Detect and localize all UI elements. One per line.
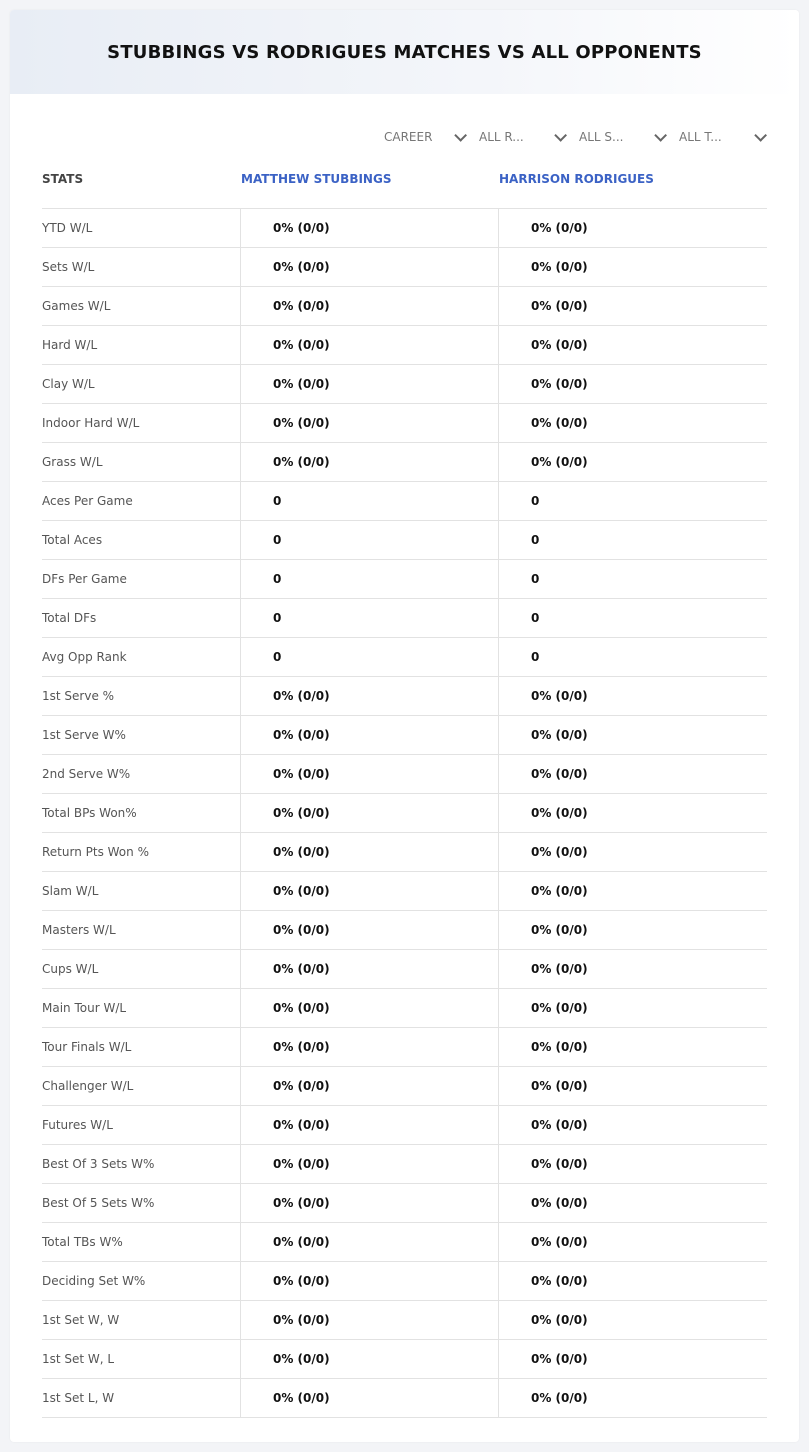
filter-surfaces-label: ALL S... — [579, 130, 624, 144]
stat-label: YTD W/L — [42, 221, 93, 235]
player2-value: 0% (0/0) — [498, 872, 767, 910]
stat-label: Clay W/L — [42, 377, 95, 391]
column-header-player2-link[interactable]: HARRISON RODRIGUES — [499, 172, 654, 186]
table-row — [42, 638, 767, 677]
stat-label: Return Pts Won % — [42, 845, 149, 859]
player2-value: 0% (0/0) — [498, 1262, 767, 1300]
table-row — [42, 794, 767, 833]
player1-value: 0% (0/0) — [240, 365, 498, 403]
player1-value: 0% (0/0) — [240, 716, 498, 754]
player2-value: 0 — [498, 560, 767, 598]
filter-rounds-select[interactable] — [475, 126, 575, 148]
table-row — [42, 989, 767, 1028]
table-row — [42, 560, 767, 599]
player1-value: 0% (0/0) — [240, 794, 498, 832]
stat-label: Avg Opp Rank — [42, 650, 127, 664]
stat-label: Total DFs — [42, 611, 97, 625]
player1-value: 0 — [240, 482, 498, 520]
player2-value: 0% (0/0) — [498, 1301, 767, 1339]
stat-label: Futures W/L — [42, 1118, 113, 1132]
table-row — [42, 1262, 767, 1301]
filter-period-select[interactable] — [380, 126, 475, 148]
stat-label: Best Of 3 Sets W% — [42, 1157, 155, 1171]
table-row — [42, 1028, 767, 1067]
table-row — [42, 443, 767, 482]
table-row — [42, 911, 767, 950]
filter-surfaces-select[interactable] — [575, 126, 675, 148]
stat-label: Sets W/L — [42, 260, 95, 274]
stat-label: DFs Per Game — [42, 572, 127, 586]
player2-value: 0% (0/0) — [498, 1106, 767, 1144]
table-row — [42, 1067, 767, 1106]
player1-value: 0% (0/0) — [240, 1106, 498, 1144]
player1-value: 0% (0/0) — [240, 209, 498, 247]
player1-value: 0% (0/0) — [240, 1184, 498, 1222]
stat-label: Challenger W/L — [42, 1079, 134, 1093]
stat-label: 2nd Serve W% — [42, 767, 131, 781]
table-row — [42, 599, 767, 638]
stat-label: Total Aces — [42, 533, 103, 547]
player2-value: 0% (0/0) — [498, 677, 767, 715]
table-row — [42, 326, 767, 365]
table-row — [42, 677, 767, 716]
player2-value: 0% (0/0) — [498, 1379, 767, 1417]
table-row — [42, 755, 767, 794]
table-row — [42, 1184, 767, 1223]
player1-value: 0% (0/0) — [240, 1028, 498, 1066]
player1-value: 0% (0/0) — [240, 989, 498, 1027]
chevron-down-icon — [754, 129, 767, 142]
player1-value: 0 — [240, 560, 498, 598]
player2-value: 0% (0/0) — [498, 443, 767, 481]
table-header — [42, 172, 767, 208]
player2-value: 0% (0/0) — [498, 287, 767, 325]
player2-value: 0% (0/0) — [498, 326, 767, 364]
player2-value: 0% (0/0) — [498, 1028, 767, 1066]
player2-value: 0% (0/0) — [498, 1223, 767, 1261]
stat-label: 1st Set W, W — [42, 1313, 120, 1327]
table-row — [42, 521, 767, 560]
stat-label: Grass W/L — [42, 455, 103, 469]
player1-value: 0% (0/0) — [240, 326, 498, 364]
chevron-down-icon — [554, 129, 567, 142]
player1-value: 0% (0/0) — [240, 950, 498, 988]
filter-tournaments-select[interactable] — [675, 126, 775, 148]
player1-value: 0% (0/0) — [240, 1301, 498, 1339]
player1-value: 0% (0/0) — [240, 911, 498, 949]
player2-value: 0% (0/0) — [498, 1184, 767, 1222]
table-row — [42, 1340, 767, 1379]
player1-value: 0% (0/0) — [240, 1067, 498, 1105]
chevron-down-icon — [654, 129, 667, 142]
stat-label: Main Tour W/L — [42, 1001, 127, 1015]
page-title: STUBBINGS VS RODRIGUES MATCHES VS ALL OPPONENTS — [107, 41, 702, 63]
stat-label: Total BPs Won% — [42, 806, 137, 820]
player2-value: 0% (0/0) — [498, 716, 767, 754]
player2-value: 0 — [498, 599, 767, 637]
table-row — [42, 1379, 767, 1418]
table-row — [42, 1301, 767, 1340]
player1-value: 0% (0/0) — [240, 404, 498, 442]
player2-value: 0% (0/0) — [498, 794, 767, 832]
page-header — [10, 10, 799, 94]
stat-label: Masters W/L — [42, 923, 116, 937]
player1-value: 0% (0/0) — [240, 443, 498, 481]
filter-period-label: CAREER — [384, 130, 433, 144]
column-header-player1-link[interactable]: MATTHEW STUBBINGS — [241, 172, 392, 186]
stat-label: Hard W/L — [42, 338, 98, 352]
player2-value: 0% (0/0) — [498, 365, 767, 403]
table-row — [42, 404, 767, 443]
player2-value: 0% (0/0) — [498, 1340, 767, 1378]
chevron-down-icon — [454, 129, 467, 142]
player2-value: 0% (0/0) — [498, 248, 767, 286]
player1-value: 0% (0/0) — [240, 872, 498, 910]
player1-value: 0% (0/0) — [240, 1262, 498, 1300]
filter-tournaments-label: ALL T... — [679, 130, 722, 144]
stat-label: Best Of 5 Sets W% — [42, 1196, 155, 1210]
player1-value: 0 — [240, 638, 498, 676]
stat-label: 1st Serve W% — [42, 728, 126, 742]
player2-value: 0% (0/0) — [498, 1145, 767, 1183]
player2-value: 0 — [498, 521, 767, 559]
table-row — [42, 872, 767, 911]
player1-value: 0% (0/0) — [240, 1379, 498, 1417]
stat-label: 1st Serve % — [42, 689, 115, 703]
table-row — [42, 482, 767, 521]
table-row — [42, 209, 767, 248]
player1-value: 0% (0/0) — [240, 677, 498, 715]
filter-rounds-label: ALL R... — [479, 130, 524, 144]
player2-value: 0% (0/0) — [498, 209, 767, 247]
column-header-stats: STATS — [42, 172, 84, 186]
stat-label: 1st Set L, W — [42, 1391, 115, 1405]
stat-label: Games W/L — [42, 299, 111, 313]
player1-value: 0 — [240, 521, 498, 559]
player2-value: 0% (0/0) — [498, 950, 767, 988]
stat-label: Deciding Set W% — [42, 1274, 146, 1288]
player2-value: 0% (0/0) — [498, 911, 767, 949]
player1-value: 0% (0/0) — [240, 833, 498, 871]
table-row — [42, 1106, 767, 1145]
stat-label: Total TBs W% — [42, 1235, 123, 1249]
table-row — [42, 833, 767, 872]
stat-label: 1st Set W, L — [42, 1352, 115, 1366]
player1-value: 0 — [240, 599, 498, 637]
player1-value: 0% (0/0) — [240, 248, 498, 286]
table-row — [42, 950, 767, 989]
player1-value: 0% (0/0) — [240, 1223, 498, 1261]
player2-value: 0 — [498, 482, 767, 520]
player1-value: 0% (0/0) — [240, 1340, 498, 1378]
table-row — [42, 248, 767, 287]
stat-label: Cups W/L — [42, 962, 99, 976]
table-row — [42, 716, 767, 755]
player2-value: 0% (0/0) — [498, 833, 767, 871]
player2-value: 0% (0/0) — [498, 755, 767, 793]
stat-label: Tour Finals W/L — [42, 1040, 132, 1054]
table-row — [42, 365, 767, 404]
player2-value: 0% (0/0) — [498, 989, 767, 1027]
table-row — [42, 1145, 767, 1184]
stats-table-body — [42, 208, 767, 1418]
stat-label: Slam W/L — [42, 884, 99, 898]
filter-bar — [380, 126, 775, 148]
player1-value: 0% (0/0) — [240, 287, 498, 325]
table-row — [42, 287, 767, 326]
stat-label: Indoor Hard W/L — [42, 416, 140, 430]
table-row — [42, 1223, 767, 1262]
player2-value: 0 — [498, 638, 767, 676]
player2-value: 0% (0/0) — [498, 404, 767, 442]
player1-value: 0% (0/0) — [240, 1145, 498, 1183]
stats-card — [10, 10, 799, 1442]
player2-value: 0% (0/0) — [498, 1067, 767, 1105]
stat-label: Aces Per Game — [42, 494, 133, 508]
player1-value: 0% (0/0) — [240, 755, 498, 793]
